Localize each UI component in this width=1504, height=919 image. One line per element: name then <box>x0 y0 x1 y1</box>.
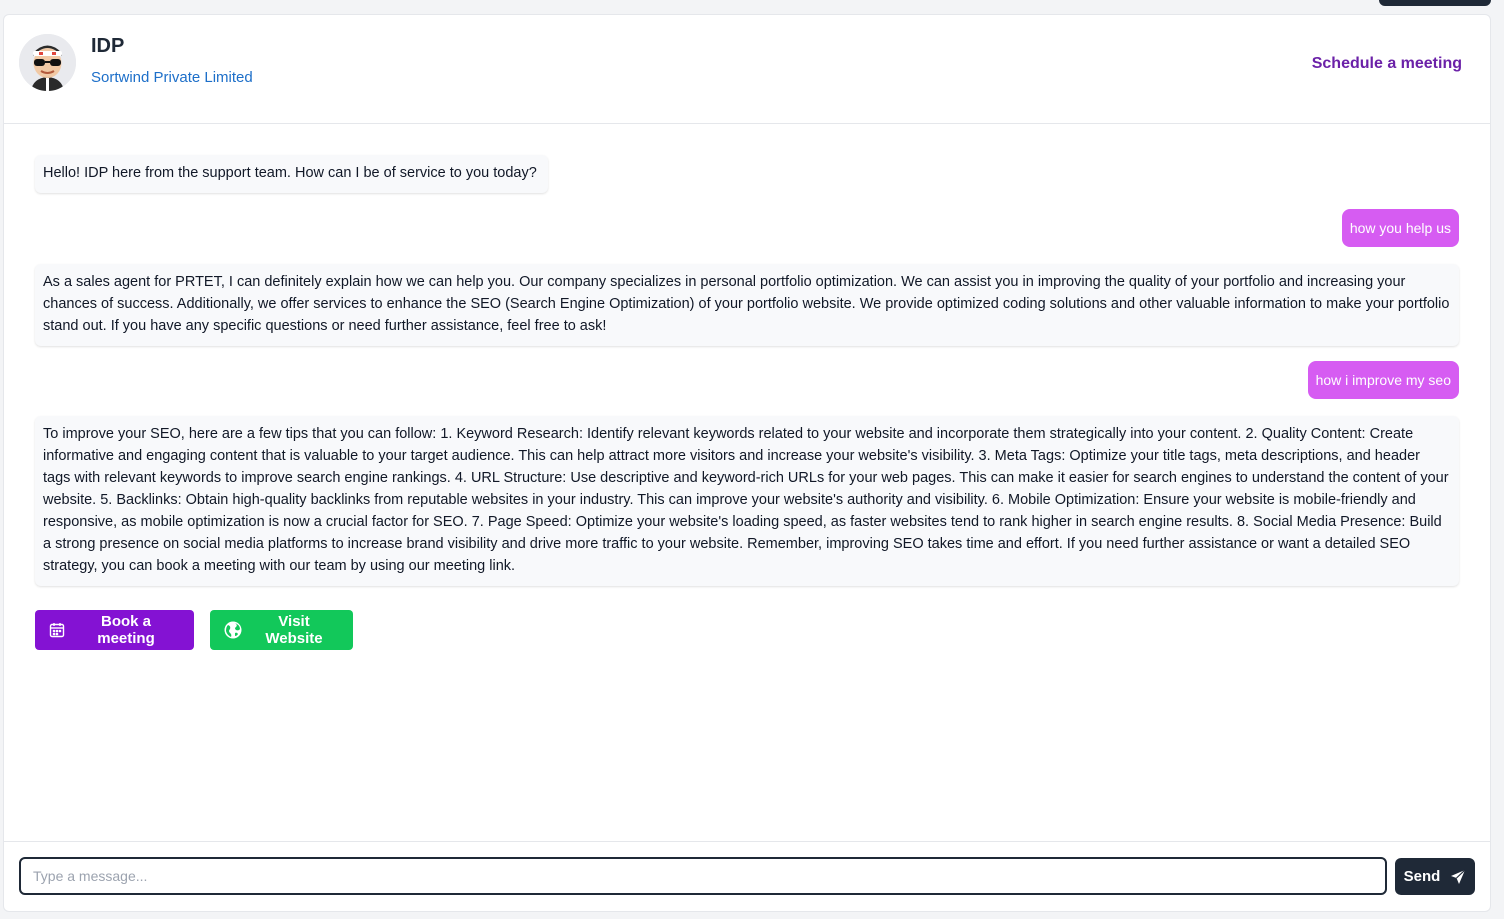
visit-website-label: Visit Website <box>265 613 323 647</box>
send-label: Send <box>1403 868 1441 885</box>
composer-bar <box>4 841 1490 911</box>
visit-website-button[interactable] <box>210 610 353 650</box>
book-meeting-label: Book a meeting <box>97 613 155 647</box>
top-tab-indicator <box>1379 0 1491 6</box>
bot-message: To improve your SEO, here are a few tips that you can follow: 1. Keyword Research: Identify relevant keywords related to your website and incorporate them strategically into your content. 2. Quality Content: Create informative and engaging content that is valuable to your target audience. This can help attract more visitors and increase your website's visibility. 3. Meta Tags: Optimize your title tags, meta descriptions, and header tags with relevant keywords to improve search engine rankings. 4. URL Structure: Use descriptive and keyword-rich URLs for your web pages. This can make it easier for search engines to understand the content of your website. 5. Backlinks: Obtain high-quality backlinks from reputable websites in your industry. This can improve your website's authority and visibility. 6. Mobile Optimization: Ensure your website is mobile-friendly and responsive, as mobile optimization is now a crucial factor for SEO. 7. Page Speed: Optimize your website's loading speed, as faster websites tend to rank higher in search engine results. 8. Social Media Presence: Build a strong presence on social media platforms to increase brand visibility and drive more traffic to your website. Remember, improving SEO takes time and effort. If you need further assistance or want a detailed SEO strategy, you can book a meeting with our team by using our meeting link. <box>35 416 1459 586</box>
avatar-icon <box>19 34 76 91</box>
bot-message: Hello! IDP here from the support team. How can I be of service to you today? <box>35 155 548 193</box>
calendar-icon <box>49 622 65 638</box>
agent-name: IDP <box>91 35 125 57</box>
user-message: how you help us <box>1342 209 1459 247</box>
bot-message: As a sales agent for PRTET, I can definitely explain how we can help you. Our company specializes in personal portfolio optimization. We can assist you in improving the quality of your portfolio and increasing your chances of success. Additionally, we offer services to enhance the SEO (Search Engine Optimization) of your portfolio website. We provide optimized coding solutions and other valuable information to make your portfolio stand out. If you have any specific questions or need further assistance, feel free to ask! <box>35 264 1459 346</box>
message-input[interactable] <box>19 857 1387 895</box>
globe-icon <box>224 621 242 639</box>
user-message: how i improve my seo <box>1308 361 1459 399</box>
paper-plane-icon <box>1450 869 1466 885</box>
send-button[interactable] <box>1395 858 1475 895</box>
chat-header <box>4 15 1490 124</box>
book-meeting-button[interactable] <box>35 610 194 650</box>
schedule-meeting-link[interactable]: Schedule a meeting <box>1311 55 1462 72</box>
chat-card <box>3 14 1491 912</box>
company-link[interactable]: Sortwind Private Limited <box>91 69 253 86</box>
